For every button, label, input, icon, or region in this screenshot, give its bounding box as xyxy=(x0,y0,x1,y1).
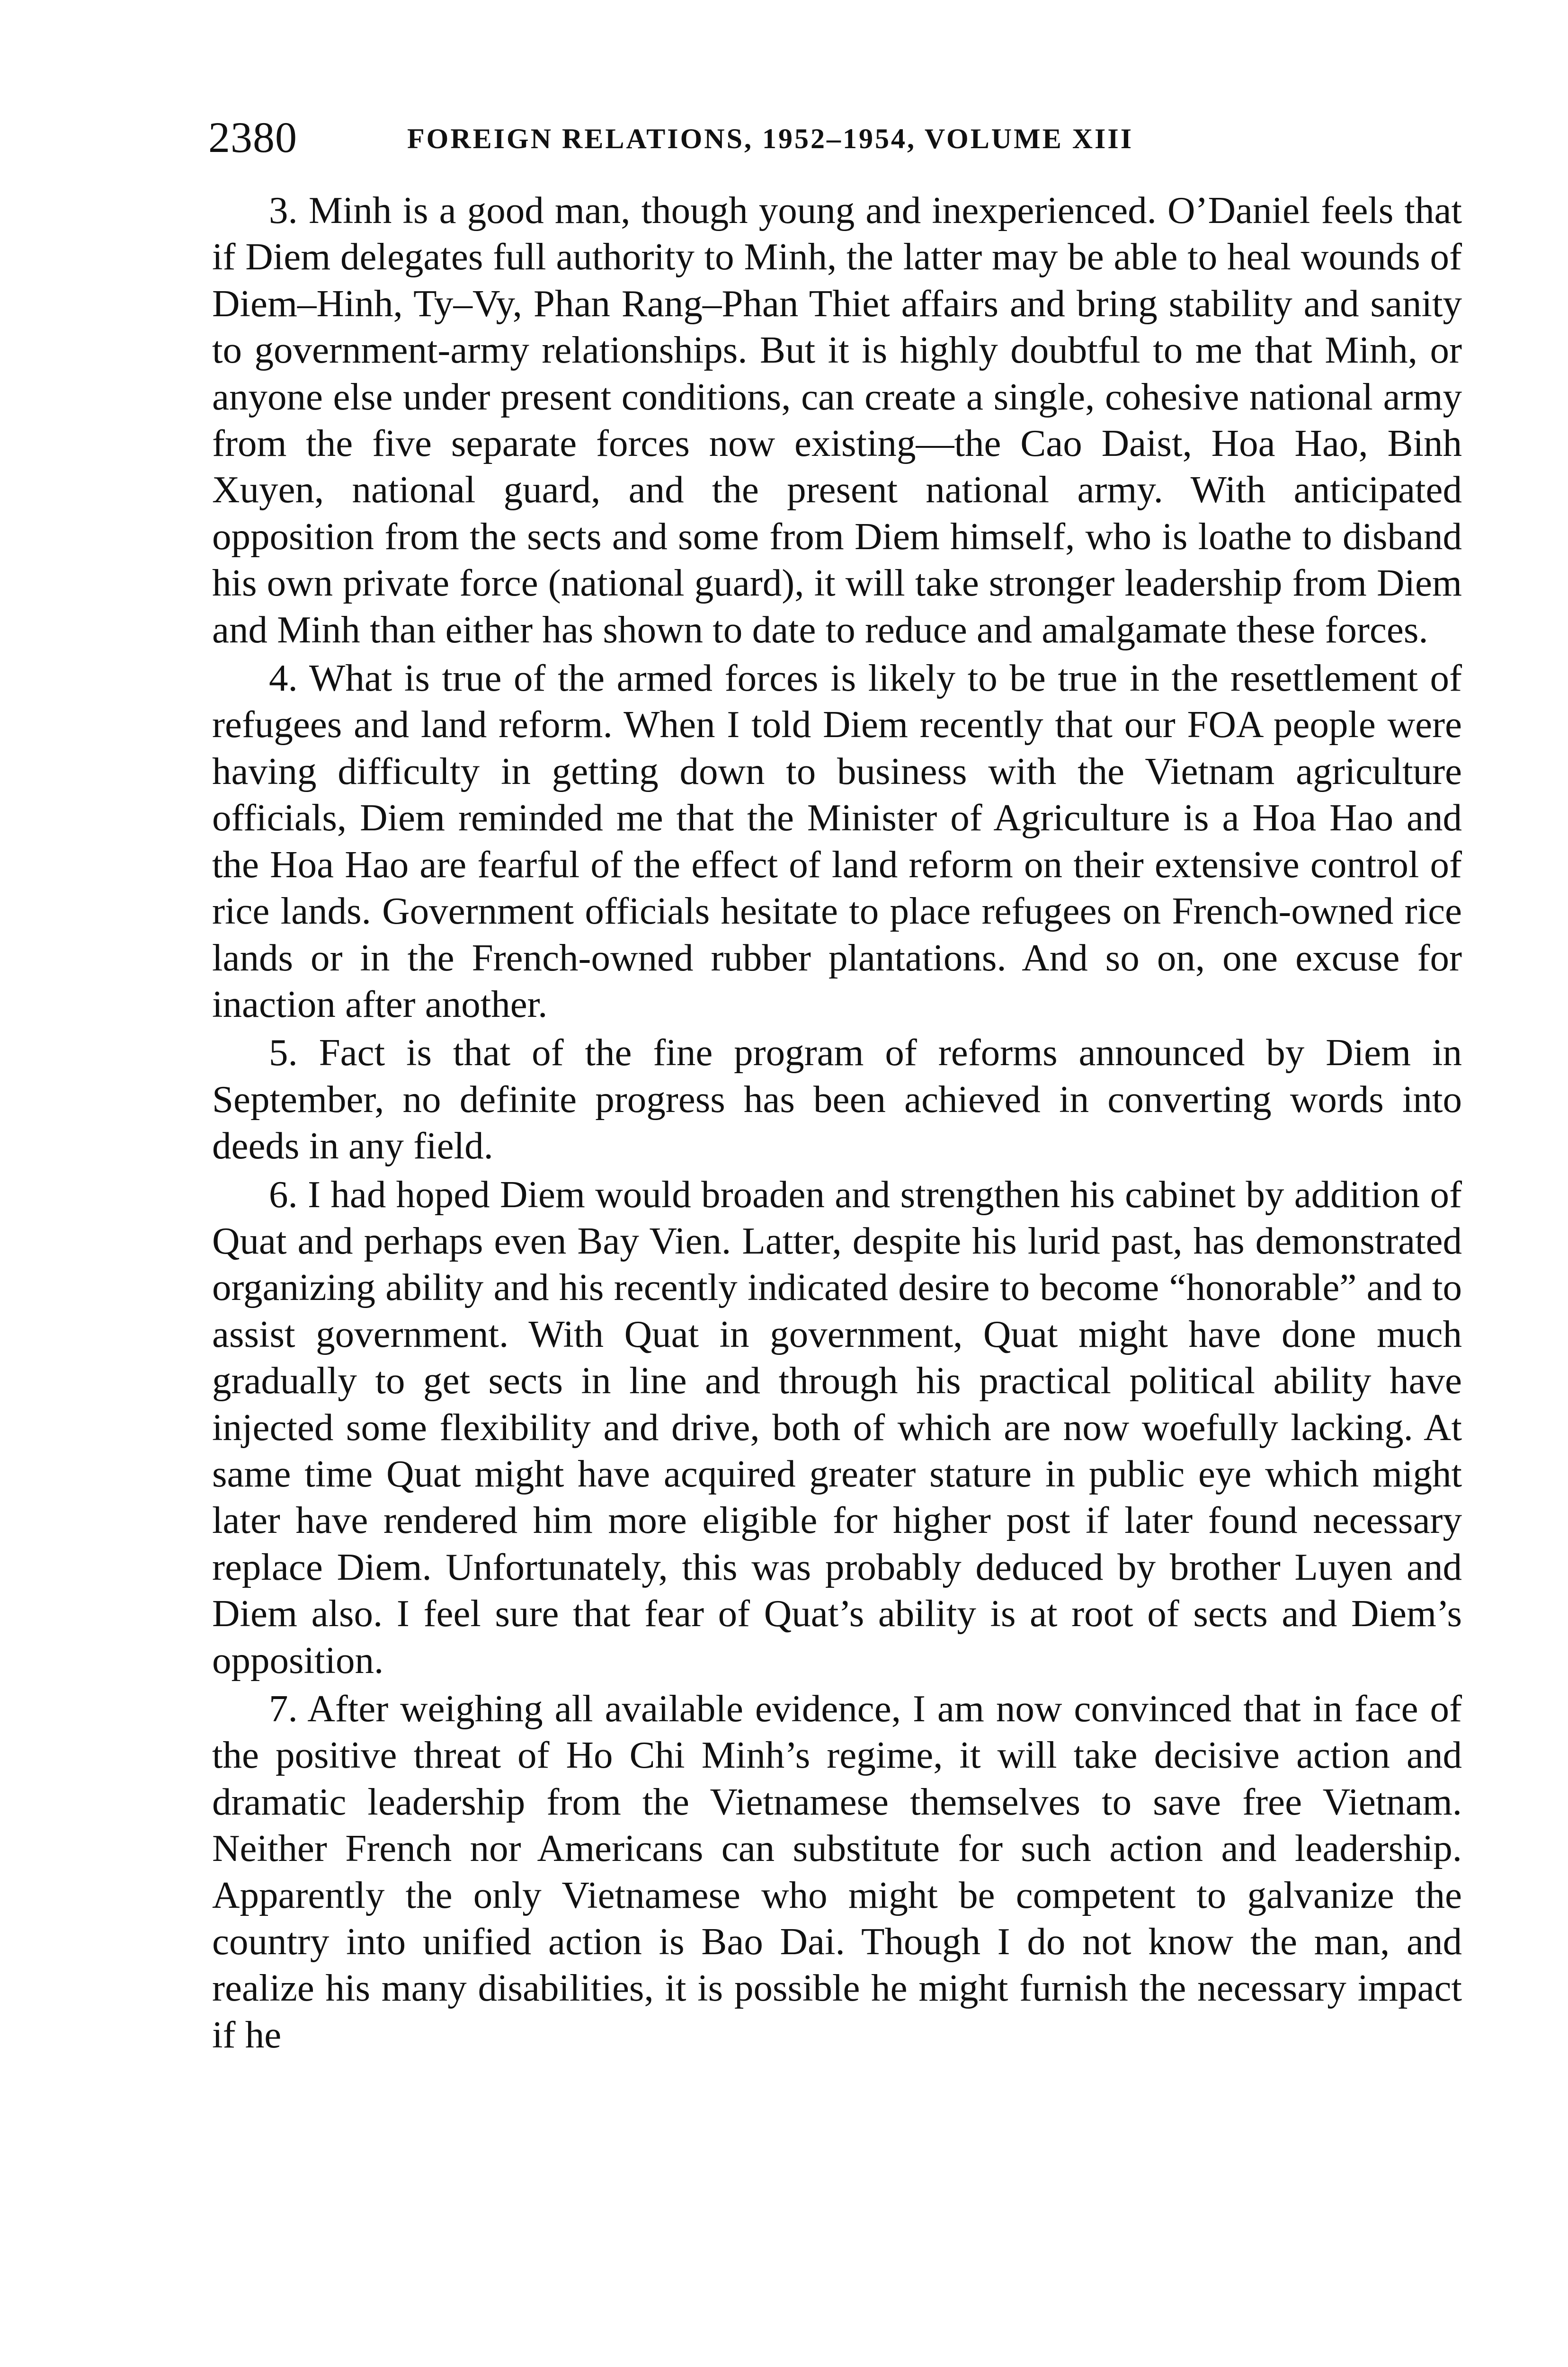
body-text xyxy=(212,187,1462,2058)
paragraph-3: 3. Minh is a good man, though young and inexperienced. O’Daniel feels that if Diem delegates full authority to Minh, the latter may be able to heal wounds of Diem–Hinh, Ty–Vy, Phan Rang–Phan Thiet affairs and bring stability and sanity to government-army relationships. But it is highly doubtful to me that Minh, or anyone else under present conditions, can create a single, cohesive national army from the five separate forces now existing—the Cao Daist, Hoa Hao, Binh Xuyen, national guard, and the present national army. With anticipated opposition from the sects and some from Diem himself, who is loathe to disband his own private force (national guard), it will take stronger leadership from Diem and Minh than either has shown to date to reduce and amalgamate these forces. xyxy=(212,189,1462,651)
paragraph-5: 5. Fact is that of the fine program of reforms announced by Diem in September, no definite progress has been achieved in converting words into deeds in any field. xyxy=(212,1031,1462,1167)
running-title: FOREIGN RELATIONS, 1952–1954, VOLUME XIII xyxy=(407,123,1134,154)
paragraph-6: 6. I had hoped Diem would broaden and strengthen his cabinet by addition of Quat and perhaps even Bay Vien. Latter, despite his lurid past, has demonstrated organizing ability and his recently indicated desire to become “honorable” and to assist government. With Quat in government, Quat might have done much gradually to get sects in line and through his practical political ability have injected some flexibility and drive, both of which are now woefully lacking. At same time Quat might have acquired greater stature in public eye which might later have rendered him more eligible for higher post if later found necessary replace Diem. Unfortunately, this was probably deduced by brother Luyen and Diem also. I feel sure that fear of Quat’s ability is at root of sects and Diem’s opposition. xyxy=(212,1173,1462,1682)
paragraph-7: 7. After weighing all available evidence, I am now convinced that in face of the positive threat of Ho Chi Minh’s regime, it will take decisive action and dramatic leadership from the Vietnamese themselves to save free Vietnam. Neither French nor Americans can substitute for such action and leadership. Apparently the only Vietnamese who might be competent to galvanize the country into unified action is Bao Dai. Though I do not know the man, and realize his many disabilities, it is possible he might furnish the necessary impact if he xyxy=(212,1687,1462,2056)
page-number: 2380 xyxy=(208,113,297,161)
page-header xyxy=(208,109,1487,166)
paragraph-4: 4. What is true of the armed forces is likely to be true in the resettlement of refugees and land reform. When I told Diem recently that our FOA people were having difficulty in getting down to business with the Vietnam agriculture officials, Diem reminded me that the Minister of Agriculture is a Hoa Hao and the Hoa Hao are fearful of the effect of land reform on their extensive control of rice lands. Government officials hesitate to place refugees on French-owned rice lands or in the French-owned rubber plantations. And so on, one excuse for inaction after another. xyxy=(212,657,1462,1025)
